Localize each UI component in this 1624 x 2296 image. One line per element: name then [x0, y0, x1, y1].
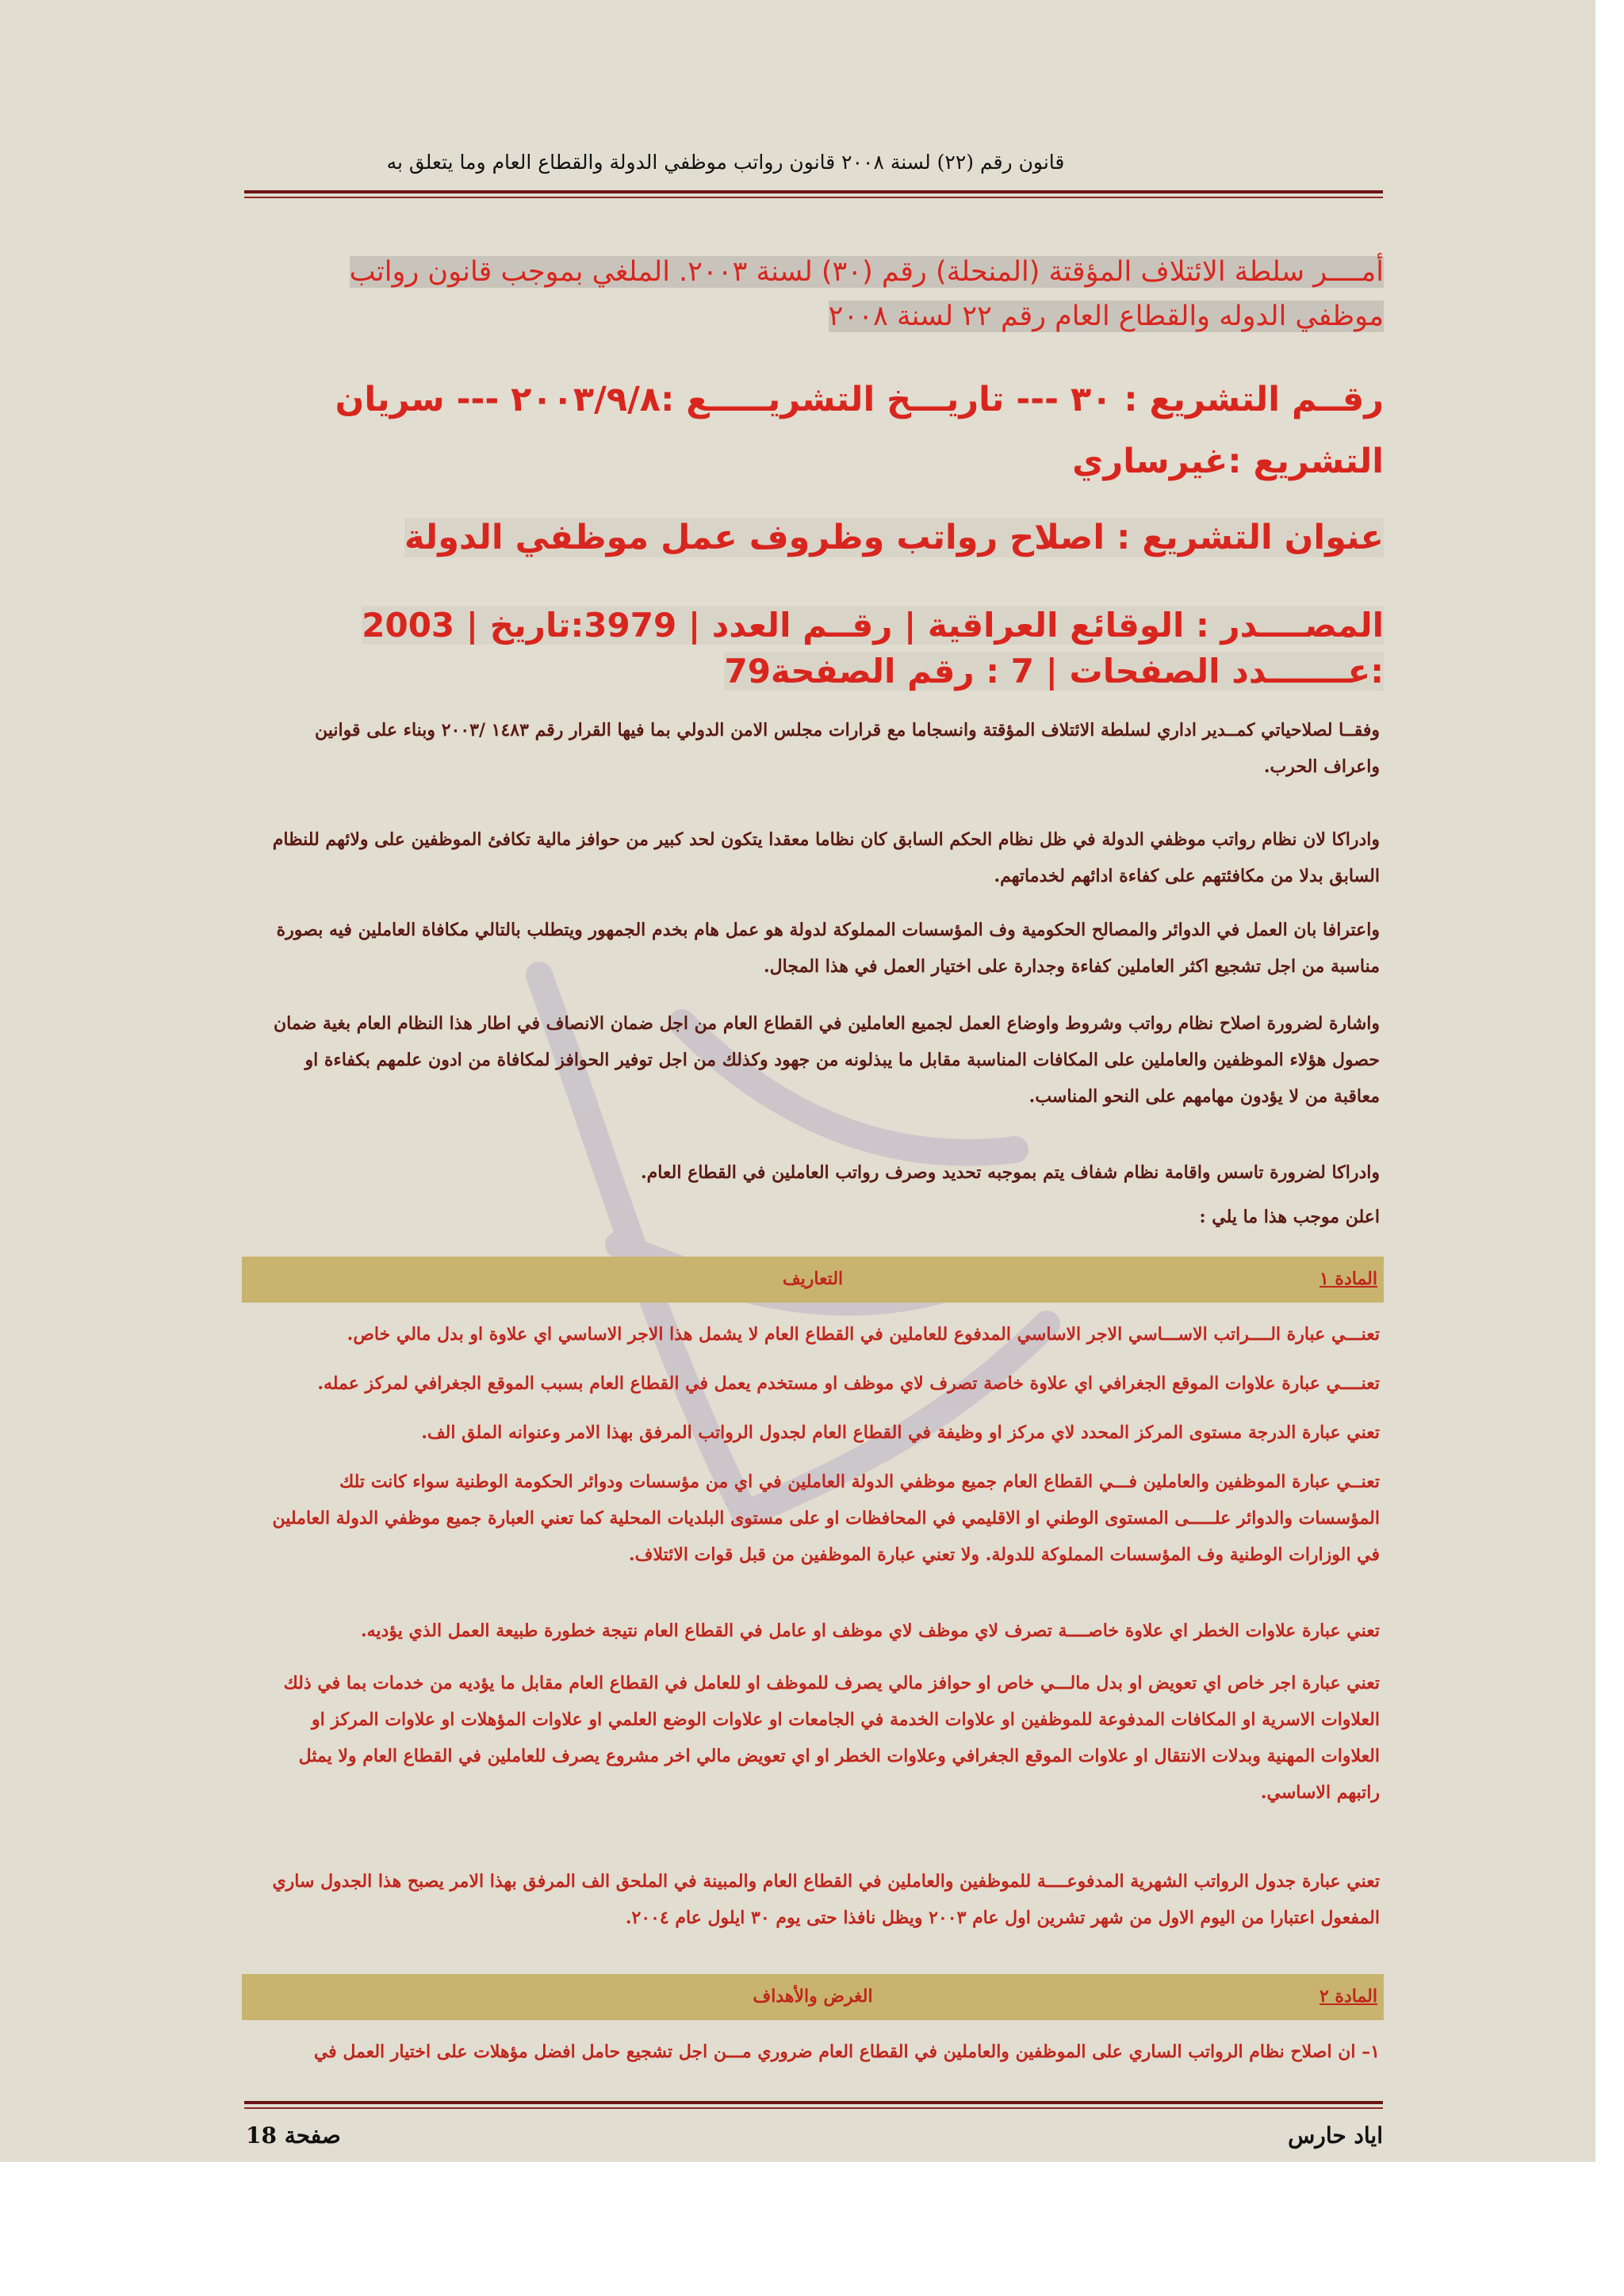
header-rule-thin	[244, 197, 1383, 198]
running-header: قانون رقم (٢٢) لسنة ٢٠٠٨ قانون رواتب موظفي الدولة والقطاع العام وما يتعلق به	[386, 151, 1065, 174]
article-2-paragraph-1: ١– ان اصلاح نظام الرواتب الساري على الموظفين والعاملين في القطاع العام ضروري مـــن اجل تشجيع حامل افضل مؤهلات على اختيار العمل في	[313, 2042, 1380, 2062]
legislation-meta-text: رقــم التشريع : ٣٠ --- تاريـــخ التشريـــــع :٢٠٠٣/٩/٨ --- سريان التشريع :غيرساري	[335, 380, 1384, 481]
article-2-number: المادة ٢	[1319, 1986, 1377, 2007]
article-2-band	[242, 1974, 1384, 2020]
page-number: صفحة 18	[246, 2122, 341, 2149]
intro-heading-line-1: أمــــر سلطة الائتلاف المؤقتة (المنحلة) رقم (٣٠) لسنة ٢٠٠٣. الملغي بموجب قانون رواتب	[349, 256, 1384, 288]
article-1-title: التعاريف	[782, 1269, 844, 1289]
source-line-text: المصــــدر : الوقائع العراقية | رقــم العدد | 3979:تاريخ | 2003 :عـــــــدد الصفحات | 7 : رقم الصفحة79	[362, 606, 1384, 691]
article-1-number: المادة ١	[1319, 1269, 1377, 1289]
legislation-meta	[242, 369, 1384, 492]
article-1-paragraph-4: تعنــي عبارة الموظفين والعاملين فـــي القطاع العام جميع موظفي الدولة العاملين في اي من مؤسسات ودوائر الحكومة الوطنية سواء كانت تلك المؤسسات والدوائر علـــــى المستوى الوطني او الاقليمي في المحافظات او على مستوى البلديات المحلية كما تعني العبارة جميع موظفي الدولة العاملين في الوزارات الوطنية وف المؤسسات المملوكة للدولة. ولا تعني عبارة الموظفين من قبل قوات الائتلاف.	[272, 1471, 1380, 1565]
article-1-paragraph-6: تعني عبارة اجر خاص اي تعويض او بدل مالـــي خاص او حوافز مالي يصرف للموظف او للعامل في القطاع العام مقابل ما يؤديه من خدمات بما في ذلك العلاوات الاسرية او المكافات المدفوعة للموظفين او علاوات الخدمة في الجامعات او علاوات الوضع العلمي او علاوات المؤهلات او علاوات المركز او العلاوات المهنية وبدلات الانتقال او علاوات الموقع الجغرافي وعلاوات الخطر او اي تعويض مالي اخر مشروع يصرف للعاملين في القطاع العام ولا يمثل راتبهم الاساسي.	[283, 1673, 1380, 1803]
law-title-text: عنوان التشريع : اصلاح رواتب وظروف عمل موظفي الدولة	[404, 518, 1384, 557]
preamble-paragraph-6: اعلن موجب هذا ما يلي :	[1199, 1207, 1380, 1227]
article-2-title: الغرض والأهداف	[753, 1986, 873, 2007]
article-1-paragraph-5: تعني عبارة علاوات الخطر اي علاوة خاصــــة تصرف لاي موظف لاي موظف او عامل في القطاع العام نتيجة خطورة طبيعة العمل الذي يؤديه.	[360, 1621, 1380, 1641]
preamble-paragraph-4: واشارة لضرورة اصلاح نظام رواتب وشروط واوضاع العمل لجميع العاملين في القطاع العام من اجل ضمان الانصاف في اطار هذا النظام العام بغية ضمان حصول هؤلاء الموظفين والعاملين على المكافات المناسبة مقابل ما يبذلونه من جهود وكذلك من اجل توفير الحوافز لمكافاة من ادون علمهم بكفاءة او معاقبة من لا يؤدون مهامهم على النحو المناسب.	[273, 1013, 1380, 1107]
footer-author: اياد حارس	[1288, 2122, 1383, 2149]
article-1-paragraph-7: تعني عبارة جدول الرواتب الشهرية المدفوعــــة للموظفين والعاملين في القطاع العام والمبينة في الملحق الف المرفق بهذا الامر يصبح هذا الجدول ساري المفعول اعتبارا من اليوم الاول من شهر تشرين اول عام ٢٠٠٣ ويظل نافذا حتى يوم ٣٠ ايلول عام ٢٠٠٤.	[272, 1871, 1380, 1928]
preamble-paragraph-5: وادراكا لضرورة تاسس واقامة نظام شفاف يتم بموجبه تحديد وصرف رواتب العاملين في القطاع العام.	[641, 1162, 1380, 1183]
preamble-paragraph-2: وادراكا لان نظام رواتب موظفي الدولة في ظل نظام الحكم السابق كان نظاما معقدا يتكون لحد كبير من حوافز مالية تكافئ الموظفين على ولائهم للنظام السابق بدلا من مكافئتهم على كفاءة ادائهم لخدماتهم.	[272, 829, 1380, 886]
preamble-paragraph-3: واعترافا بان العمل في الدوائر والمصالح الحكومية وف المؤسسات المملوكة لدولة هو عمل هام بخدم الجمهور ويتطلب بالتالي مكافاة العاملين فيه بصورة مناسبة من اجل تشجيع اكثر العاملين كفاءة وجدارة على اختيار العمل في هذا المجال.	[276, 920, 1380, 977]
article-1-paragraph-3: تعني عبارة الدرجة مستوى المركز المحدد لاي مركز او وظيفة في القطاع العام لجدول الرواتب المرفق بهذا الامر وعنوانه الملق الف.	[421, 1422, 1380, 1443]
footer-rule-thin	[244, 2107, 1383, 2109]
law-title	[242, 515, 1384, 560]
intro-heading	[242, 250, 1384, 339]
header-rule	[244, 190, 1383, 193]
footer-rule	[244, 2101, 1383, 2104]
article-1-band	[242, 1257, 1384, 1303]
article-1-paragraph-1: تعنـــي عبارة الــــراتب الاســـاسي الاجر الاساسي المدفوع للعاملين في القطاع العام لا يشمل هذا الاجر الاساسي اي علاوة او بدل مالي خاص.	[347, 1324, 1380, 1345]
source-line	[242, 603, 1384, 695]
article-1-paragraph-2: تعنــــي عبارة علاوات الموقع الجغرافي اي علاوة خاصة تصرف لاي موظف او مستخدم يعمل في القطاع العام بسبب الموقع الجغرافي لمركز عمله.	[317, 1373, 1380, 1394]
preamble-paragraph-1: وفقــا لصلاحياتي كمــدير اداري لسلطة الائتلاف المؤقتة وانسجاما مع قرارات مجلس الامن الدولي بما فيها القرار رقم ١٤٨٣ /٢٠٠٣ وبناء على قوانين واعراف الحرب.	[315, 720, 1380, 777]
intro-heading-line-2: موظفي الدوله والقطاع العام رقم ٢٢ لسنة ٢٠٠٨	[828, 300, 1384, 332]
